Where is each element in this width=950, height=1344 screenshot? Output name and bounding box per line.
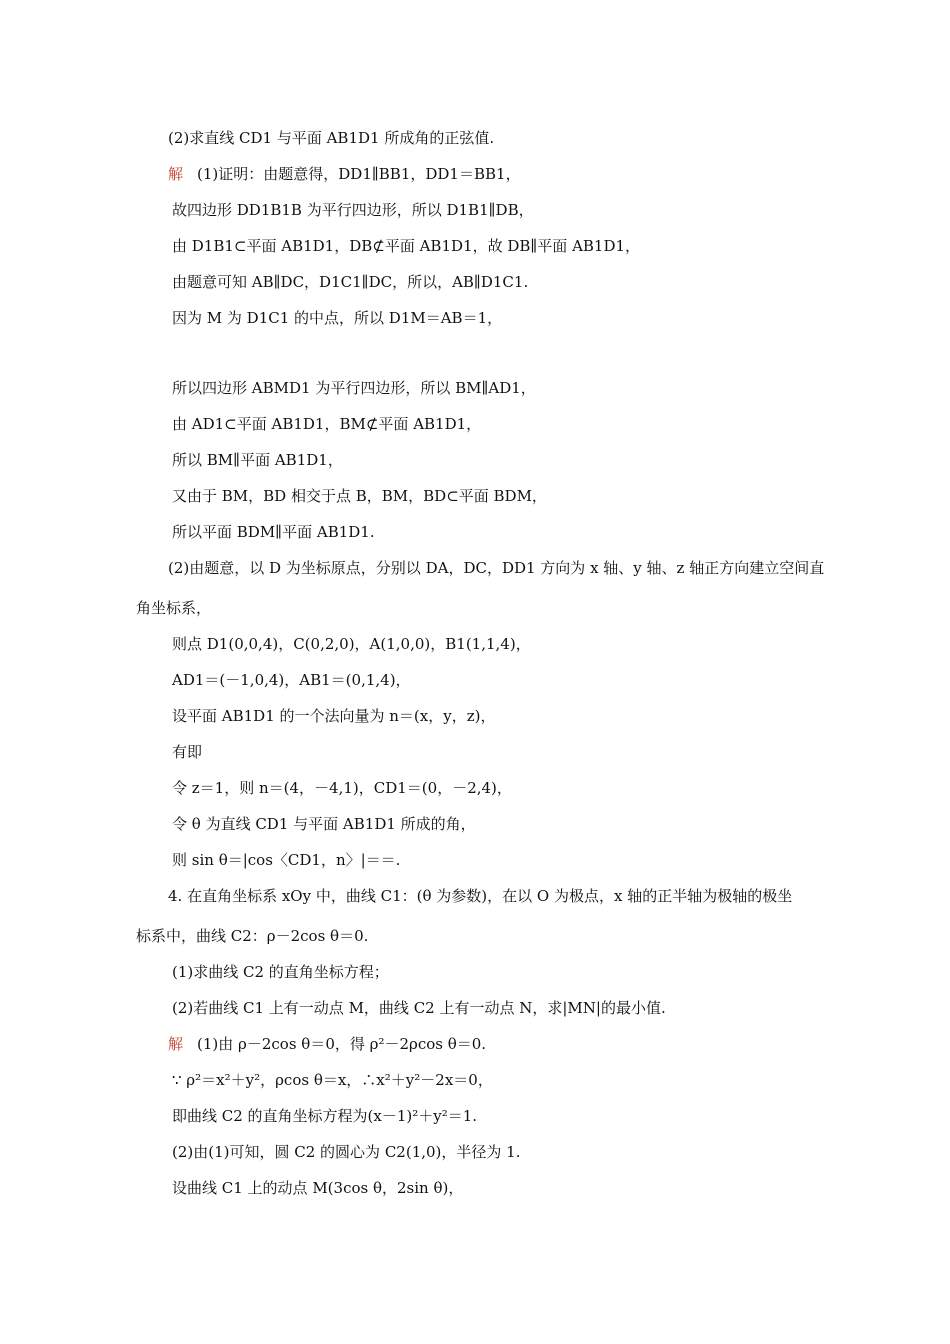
question-4-part-2: (2)若曲线 C1 上有一动点 M，曲线 C2 上有一动点 N，求|MN|的最小值. xyxy=(172,999,666,1017)
question-4-text: 标系中，曲线 C2：ρ－2cos θ＝0. xyxy=(136,927,369,945)
solution-line: (2)由题意，以 D 为坐标原点，分别以 DA，DC，DD1 方向为 x 轴、y 轴、z 轴正方向建立空间直 xyxy=(168,559,825,577)
solution-line: AD1＝(－1,0,4)，AB1＝(0,1,4)， xyxy=(172,671,411,689)
solution-line: ∵ ρ²＝x²＋y²，ρcos θ＝x，∴x²＋y²－2x＝0， xyxy=(172,1071,493,1089)
solution-label: 解 xyxy=(168,165,184,183)
solution-label: 解 xyxy=(168,1035,184,1053)
solution-line: 由题意可知 AB∥DC，D1C1∥DC，所以，AB∥D1C1. xyxy=(172,273,529,291)
solution-line: (2)由(1)可知，圆 C2 的圆心为 C2(1,0)，半径为 1. xyxy=(172,1143,521,1161)
solution-line: 所以 BM∥平面 AB1D1， xyxy=(172,451,343,469)
solution-line: 又由于 BM，BD 相交于点 B，BM，BD⊂平面 BDM， xyxy=(172,487,547,505)
solution-line: 由 D1B1⊂平面 AB1D1，DB⊄平面 AB1D1，故 DB∥平面 AB1D1， xyxy=(172,237,641,255)
solution-line: 所以平面 BDM∥平面 AB1D1. xyxy=(172,523,375,541)
solution-line: 即曲线 C2 的直角坐标方程为(x－1)²＋y²＝1. xyxy=(172,1107,478,1125)
solution-line: 令 θ 为直线 CD1 与平面 AB1D1 所成的角， xyxy=(172,815,476,833)
solution-line: 有即 xyxy=(172,743,203,761)
solution-line: 因为 M 为 D1C1 的中点，所以 D1M＝AB＝1， xyxy=(172,309,503,327)
solution-line: 故四边形 DD1B1B 为平行四边形，所以 D1B1∥DB， xyxy=(172,201,534,219)
solution-line: 角坐标系， xyxy=(136,599,212,617)
question-4-text: 4. 在直角坐标系 xOy 中，曲线 C1：(θ 为参数)，在以 O 为极点，x 轴的正半轴为极轴的极坐 xyxy=(168,887,793,905)
solution-line: 令 z＝1，则 n＝(4，－4,1)，CD1＝(0，－2,4)， xyxy=(172,779,512,797)
solution-line: 由 AD1⊂平面 AB1D1，BM⊄平面 AB1D1， xyxy=(172,415,482,433)
question-2-text: (2)求直线 CD1 与平面 AB1D1 所成角的正弦值. xyxy=(168,129,495,147)
solution-line: 解 (1)证明：由题意得，DD1∥BB1，DD1＝BB1， xyxy=(168,165,521,183)
solution-line: 则 sin θ＝|cos〈CD1，n〉|＝＝. xyxy=(172,851,401,869)
solution-line: 解 (1)由 ρ－2cos θ＝0，得 ρ²－2ρcos θ＝0. xyxy=(168,1035,487,1053)
solution-line: 设曲线 C1 上的动点 M(3cos θ，2sin θ)， xyxy=(172,1179,464,1197)
solution-line: 则点 D1(0,0,4)，C(0,2,0)，A(1,0,0)，B1(1,1,4)， xyxy=(172,635,531,653)
solution-line: 设平面 AB1D1 的一个法向量为 n＝(x，y，z)， xyxy=(172,707,496,725)
question-4-part-1: (1)求曲线 C2 的直角坐标方程； xyxy=(172,963,389,981)
solution-line: 所以四边形 ABMD1 为平行四边形，所以 BM∥AD1， xyxy=(172,379,536,397)
